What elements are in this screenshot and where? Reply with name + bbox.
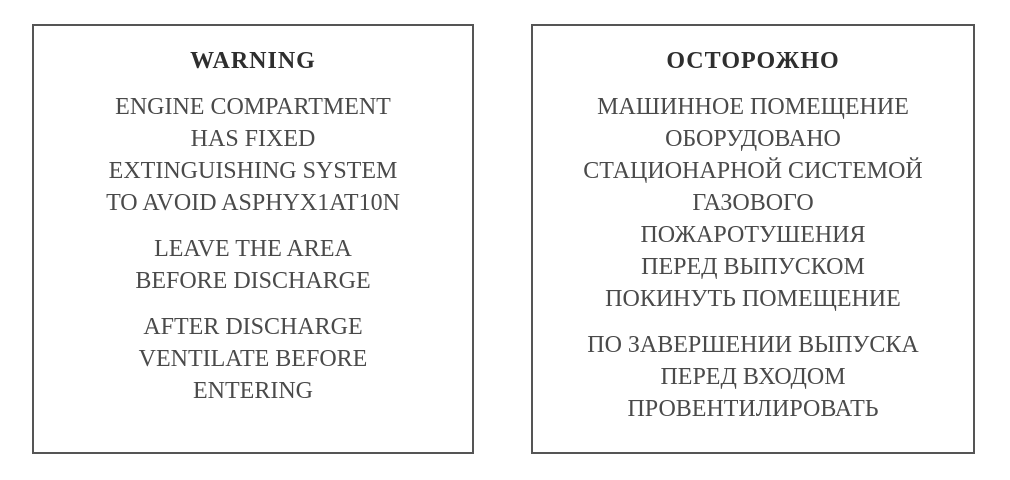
- sign-line: ОБОРУДОВАНО: [665, 126, 841, 152]
- sign-title: WARNING: [190, 48, 316, 74]
- sign-paragraph: [34, 91, 472, 219]
- warning-sign-english: [32, 24, 474, 454]
- sign-line: BEFORE DISCHARGE: [135, 268, 371, 294]
- sign-line: ПОКИНУТЬ ПОМЕЩЕНИЕ: [605, 286, 901, 312]
- sign-line: ГАЗОВОГО: [692, 190, 814, 216]
- sign-line: AFTER DISCHARGE: [143, 314, 363, 340]
- sign-line: ПЕРЕД ВЫПУСКОМ: [641, 254, 865, 280]
- sign-line: СТАЦИОНАРНОЙ СИСТЕМОЙ: [583, 158, 923, 184]
- sign-title: ОСТОРОЖНО: [666, 48, 840, 74]
- sign-paragraph: [533, 91, 973, 315]
- sign-line: ПЕРЕД ВХОДОМ: [660, 364, 846, 390]
- sign-line: HAS FIXED: [190, 126, 316, 152]
- sign-line: EXTINGUISHING SYSTEM: [108, 158, 398, 184]
- sign-line: ПРОВЕНТИЛИРОВАТЬ: [627, 396, 879, 422]
- sign-line: ENTERING: [193, 378, 313, 404]
- sign-line: LEAVE THE AREA: [154, 236, 352, 262]
- sign-line: МАШИННОЕ ПОМЕЩЕНИЕ: [597, 94, 909, 120]
- sign-paragraph: [34, 311, 472, 407]
- sign-line: ПО ЗАВЕРШЕНИИ ВЫПУСКА: [587, 332, 919, 358]
- sign-paragraph: [533, 329, 973, 425]
- sign-line: TO AVOID ASPHYX1AT10N: [106, 190, 400, 216]
- sign-line: ПОЖАРОТУШЕНИЯ: [640, 222, 866, 248]
- sign-paragraph: [34, 233, 472, 297]
- sign-line: VENTILATE BEFORE: [138, 346, 368, 372]
- warning-sign-russian: [531, 24, 975, 454]
- sign-line: ENGINE COMPARTMENT: [115, 94, 391, 120]
